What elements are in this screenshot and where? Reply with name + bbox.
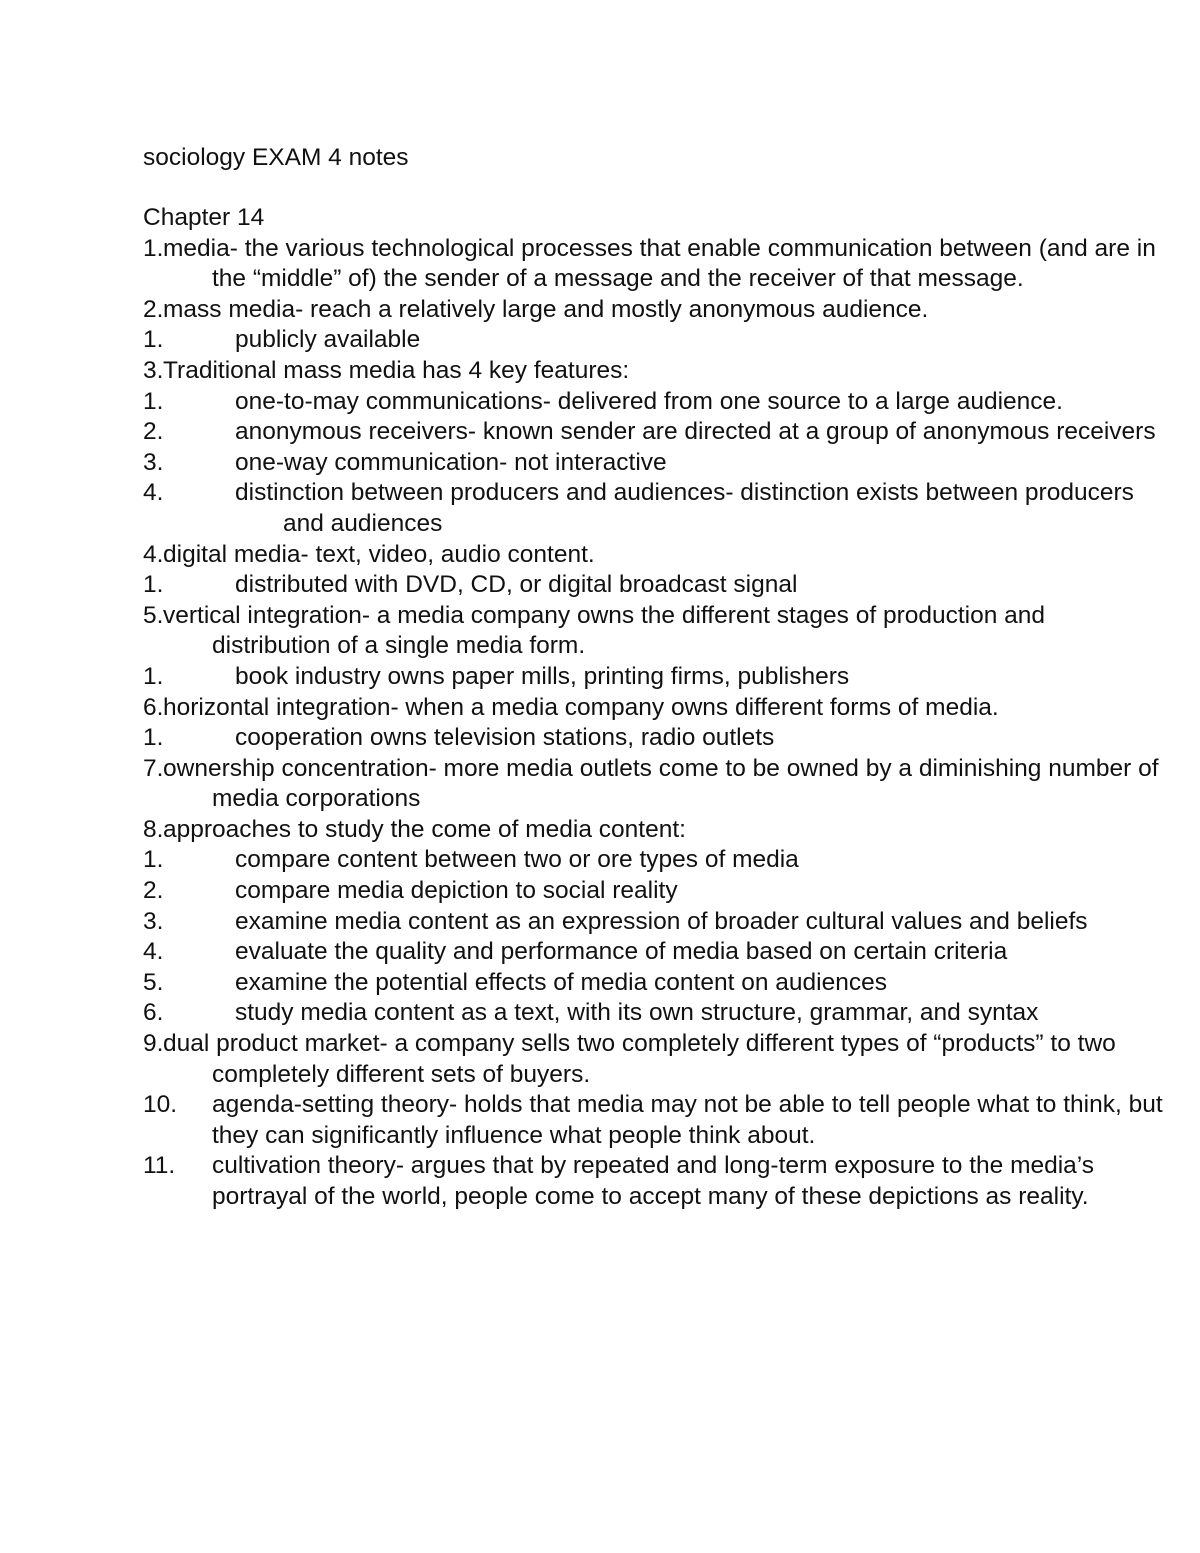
subitem-text: one-to-may communications- delivered from one source to a large audience. xyxy=(235,387,1063,415)
note-subitem xyxy=(143,417,1163,448)
subitem-number: 3. xyxy=(143,907,164,935)
note-number: 2. xyxy=(143,295,164,323)
note-text: media- the various technological processes that enable communication between (and are in the “middle” of) the sender of a message and the receiver of that message. xyxy=(163,234,1156,293)
note-item xyxy=(143,815,1163,846)
subitem-text: examine the potential effects of media content on audiences xyxy=(235,968,887,996)
chapter-heading: Chapter 14 xyxy=(143,204,265,231)
note-text: horizontal integration- when a media company owns different forms of media. xyxy=(163,693,999,721)
subitem-text: publicly available xyxy=(235,326,421,354)
document-title: sociology EXAM 4 notes xyxy=(143,144,409,171)
note-text: digital media- text, video, audio content. xyxy=(163,540,595,568)
subitem-number: 2. xyxy=(143,877,164,905)
subitem-number: 1. xyxy=(143,724,164,752)
note-number: 1. xyxy=(143,234,164,262)
note-number: 7. xyxy=(143,754,164,782)
note-subitem xyxy=(143,998,1163,1029)
subitem-number: 6. xyxy=(143,999,164,1027)
subitem-text: cooperation owns television stations, radio outlets xyxy=(235,724,775,752)
subitem-text: one-way communication- not interactive xyxy=(235,448,667,476)
subitem-text: evaluate the quality and performance of media based on certain criteria xyxy=(235,938,1008,966)
subitem-text: anonymous receivers- known sender are directed at a group of anonymous receivers xyxy=(235,418,1156,446)
subitem-number: 3. xyxy=(143,448,164,476)
note-item xyxy=(143,540,1163,571)
note-number: 6. xyxy=(143,693,164,721)
subitem-number: 4. xyxy=(143,938,164,966)
note-subitem xyxy=(143,478,1163,539)
note-number: 8. xyxy=(143,815,164,843)
subitem-text: book industry owns paper mills, printing firms, publishers xyxy=(235,662,850,690)
subitem-number: 1. xyxy=(143,662,164,690)
subitem-number: 4. xyxy=(143,479,164,507)
note-number: 10. xyxy=(143,1091,178,1119)
note-subitem xyxy=(143,387,1163,418)
note-subitem xyxy=(143,845,1163,876)
subitem-number: 5. xyxy=(143,968,164,996)
note-item xyxy=(143,754,1163,815)
note-subitem xyxy=(143,723,1163,754)
note-number: 4. xyxy=(143,540,164,568)
note-subitem xyxy=(143,876,1163,907)
note-item xyxy=(143,234,1163,295)
note-subitem xyxy=(143,325,1163,356)
subitem-text: study media content as a text, with its own structure, grammar, and syntax xyxy=(235,999,1039,1027)
subitem-text: examine media content as an expression of broader cultural values and beliefs xyxy=(235,907,1088,935)
note-text: vertical integration- a media company owns the different stages of production and distribution of a single media form. xyxy=(163,601,1046,660)
note-subitem xyxy=(143,968,1163,999)
subitem-number: 1. xyxy=(143,571,164,599)
note-number: 9. xyxy=(143,1030,164,1058)
note-text: agenda-setting theory- holds that media may not be able to tell people what to think, but they can significantly influence what people think about. xyxy=(212,1091,1163,1149)
note-subitem xyxy=(143,448,1163,479)
note-subitem xyxy=(143,570,1163,601)
note-text: dual product market- a company sells two completely different types of “products” to two completely different sets of buyers. xyxy=(163,1030,1116,1088)
subitem-text: compare content between two or ore types of media xyxy=(235,846,799,874)
note-item xyxy=(143,1029,1163,1090)
subitem-number: 2. xyxy=(143,418,164,446)
note-item xyxy=(143,1151,1163,1212)
notes-list xyxy=(143,234,1163,1213)
note-text: ownership concentration- more media outlets come to be owned by a diminishing number of media corporations xyxy=(163,754,1159,813)
note-subitem xyxy=(143,662,1163,693)
document-body xyxy=(143,203,1163,1213)
note-item xyxy=(143,601,1163,662)
subitem-number: 1. xyxy=(143,846,164,874)
note-number: 3. xyxy=(143,356,164,384)
note-subitem xyxy=(143,937,1163,968)
note-number: 11. xyxy=(143,1152,176,1180)
note-text: mass media- reach a relatively large and mostly anonymous audience. xyxy=(163,295,929,323)
note-text: Traditional mass media has 4 key features: xyxy=(163,356,630,384)
subitem-text: distributed with DVD, CD, or digital broadcast signal xyxy=(235,571,798,599)
note-item xyxy=(143,356,1163,387)
subitem-text: distinction between producers and audiences- distinction exists between producers and audiences xyxy=(235,479,1134,537)
note-item xyxy=(143,693,1163,724)
note-subitem xyxy=(143,907,1163,938)
note-text: approaches to study the come of media content: xyxy=(163,815,686,843)
subitem-number: 1. xyxy=(143,387,164,415)
subitem-text: compare media depiction to social reality xyxy=(235,877,678,905)
subitem-number: 1. xyxy=(143,326,164,354)
note-item xyxy=(143,295,1163,326)
note-number: 5. xyxy=(143,601,164,629)
note-text: cultivation theory- argues that by repeated and long-term exposure to the media’s portrayal of the world, people come to accept many of these depictions as reality. xyxy=(212,1152,1095,1210)
note-item xyxy=(143,1090,1163,1151)
